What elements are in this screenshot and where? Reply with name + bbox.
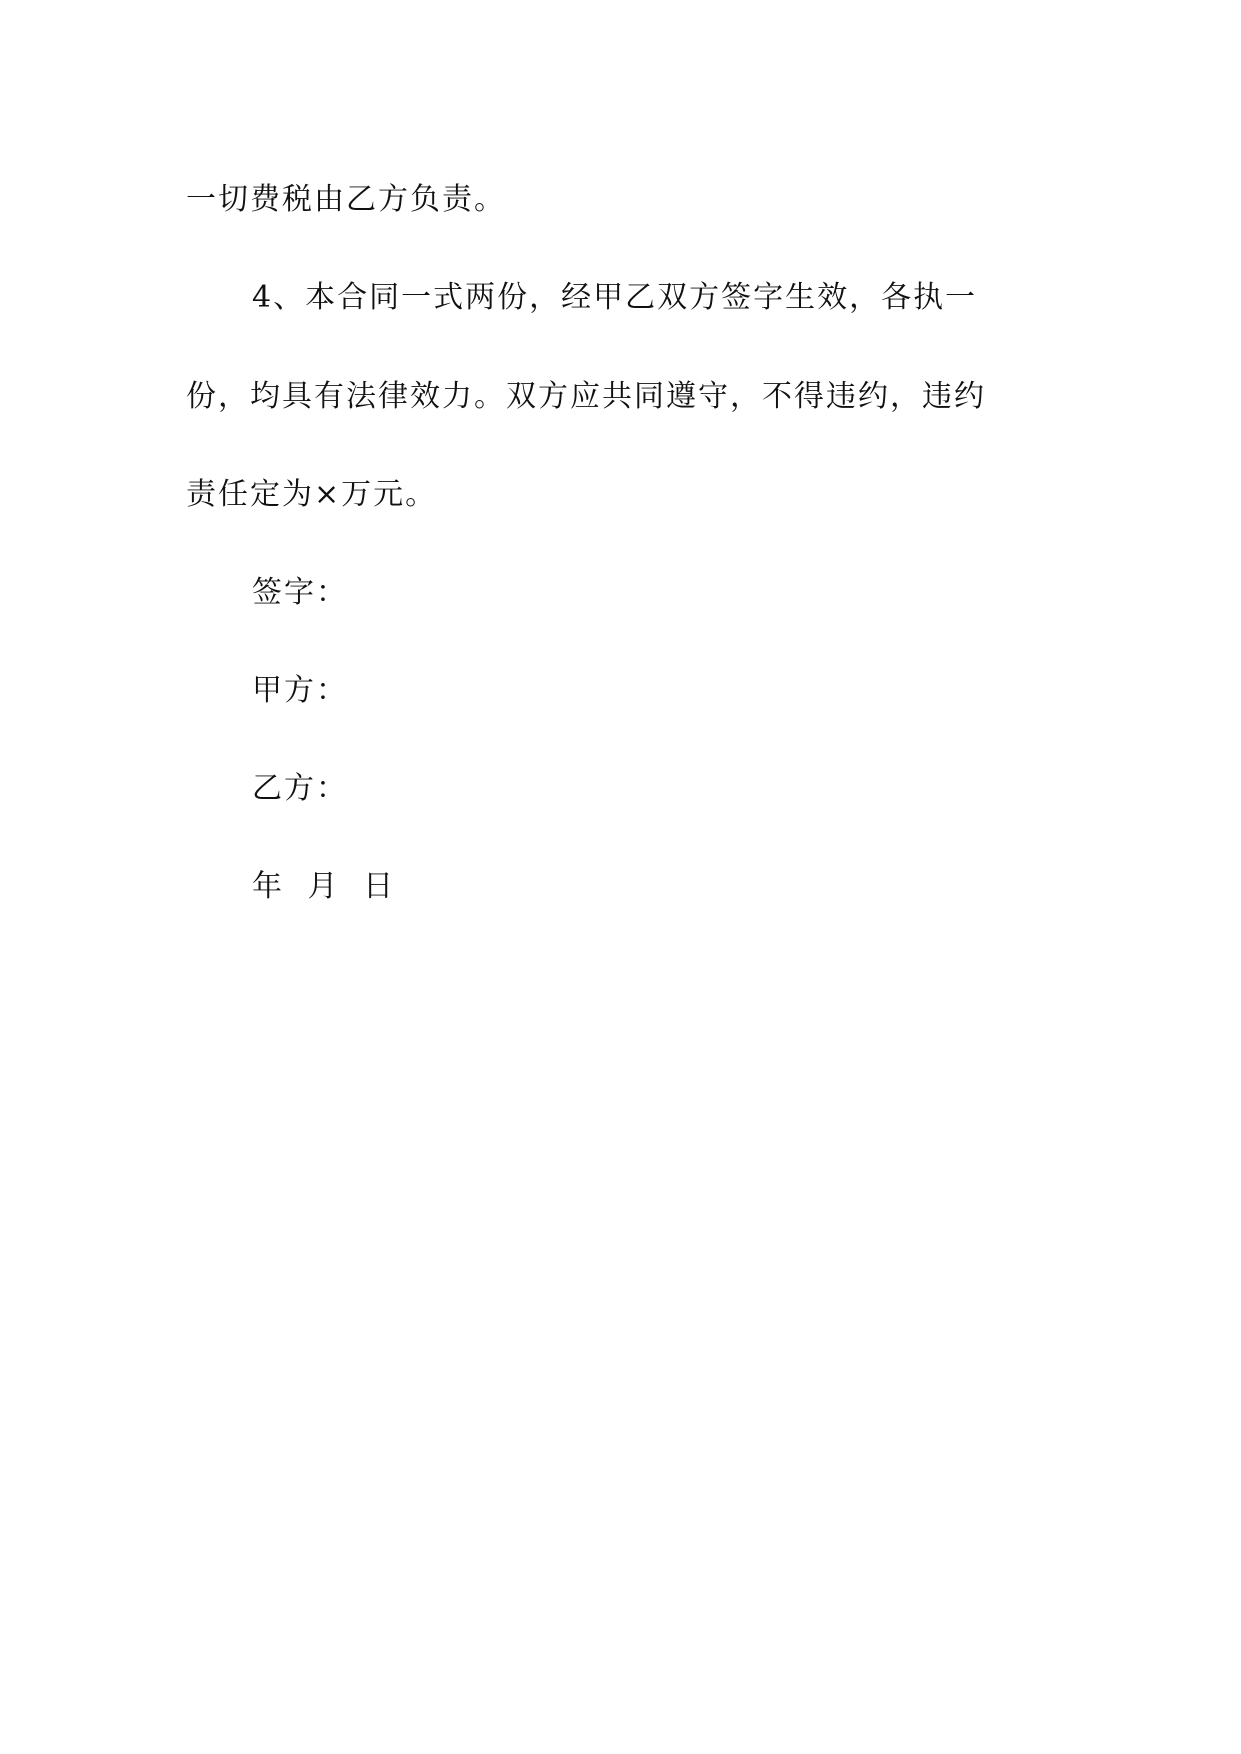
- clause-4-line-2: 份，均具有法律效力。双方应共同遵守，不得违约，违约: [186, 379, 986, 414]
- clause-4-line-1: 4、本合同一式两份，经甲乙双方签字生效，各执一: [252, 280, 978, 315]
- signature-heading: 签字：: [252, 575, 348, 610]
- party-a-signature: 甲方：: [252, 673, 348, 708]
- clause-4-line-3: 责任定为×万元。: [186, 477, 438, 512]
- signature-date: 年 月 日: [252, 869, 396, 904]
- party-b-signature: 乙方：: [252, 771, 348, 806]
- paragraph-tax-line: 一切费税由乙方负责。: [186, 182, 506, 217]
